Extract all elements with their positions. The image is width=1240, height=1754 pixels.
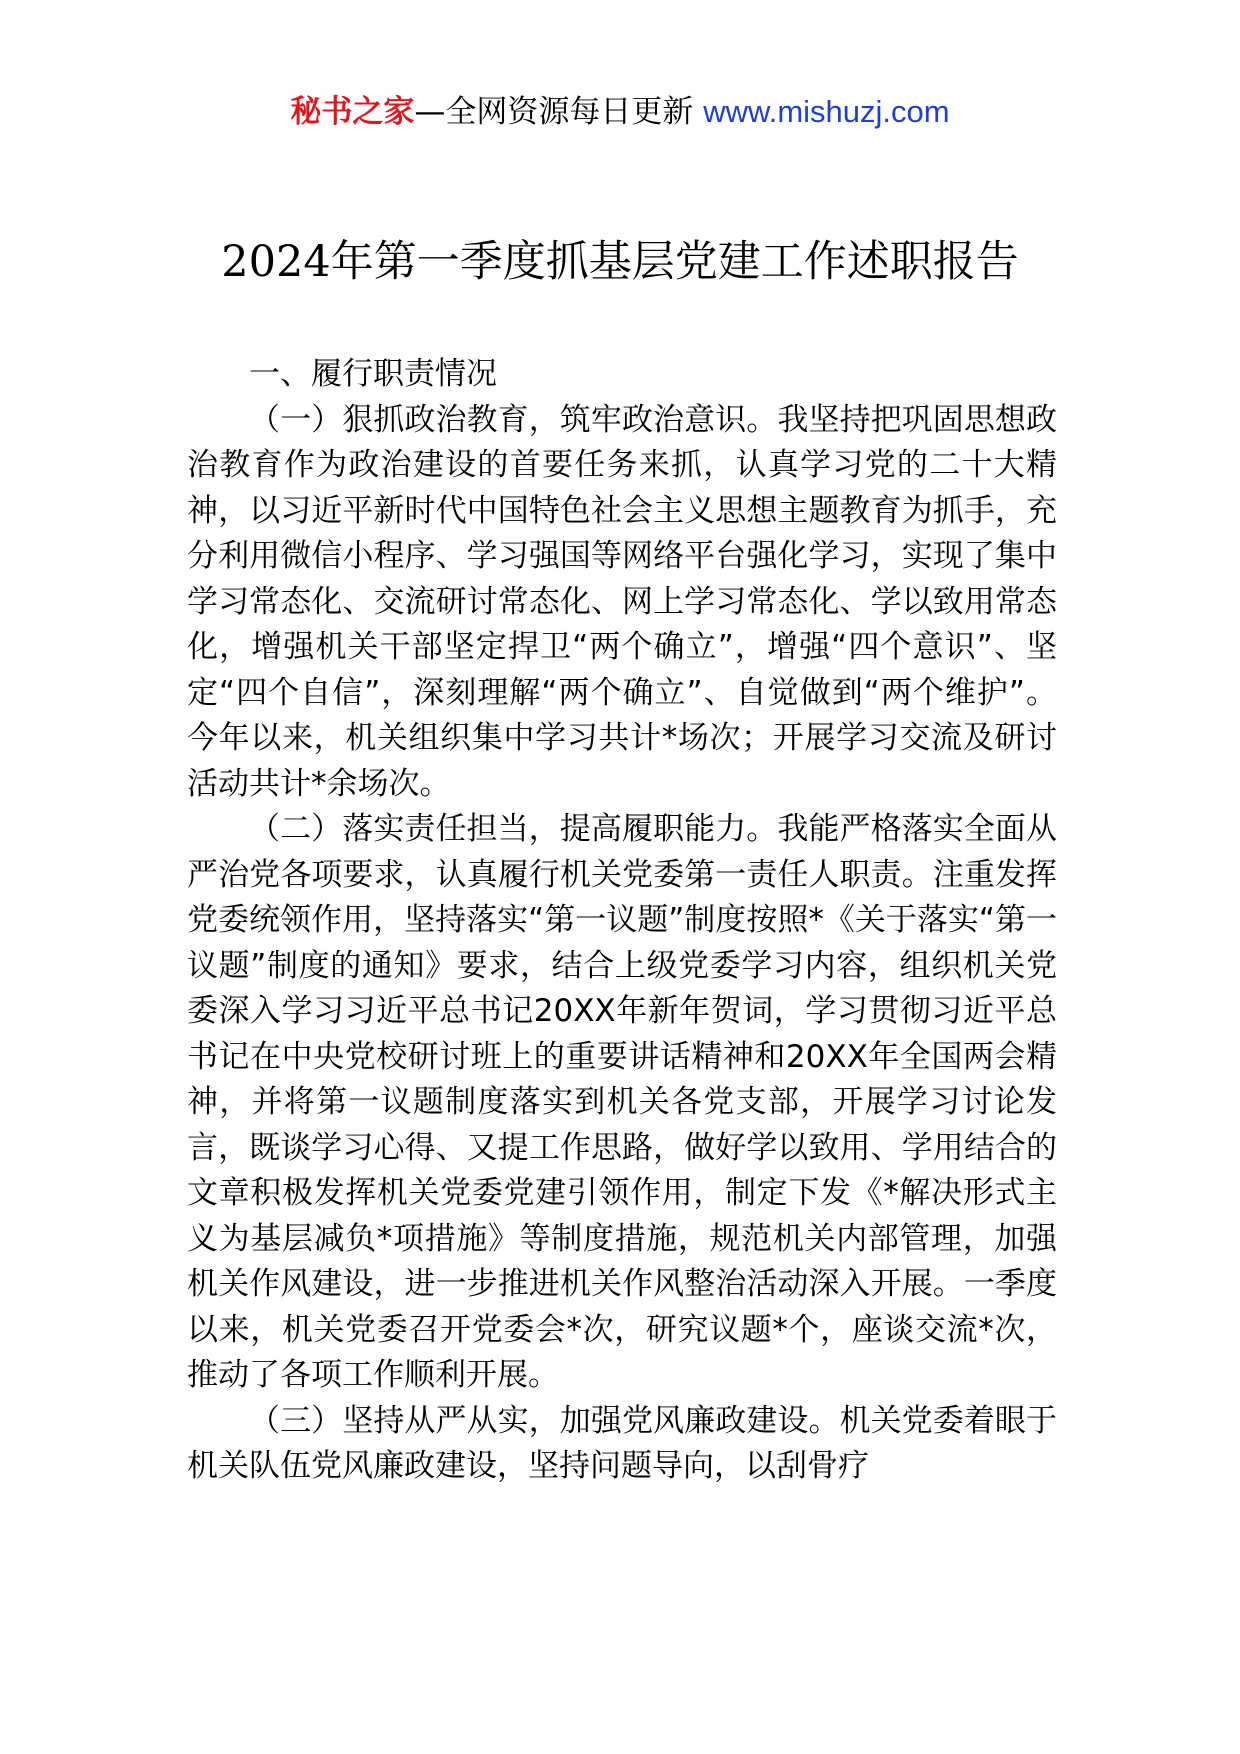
section-heading: 一、履行职责情况 — [249, 356, 497, 392]
paragraph-3: （三）坚持从严从实，加强党风廉政建设。机关党委着眼于机关队伍党风廉政建设，坚持问题导向，以刮骨疗 — [187, 1402, 1057, 1484]
header-dash: — — [414, 94, 446, 130]
paragraph-2: （二）落实责任担当，提高履职能力。我能严格落实全面从严治党各项要求，认真履行机关党委第一责任人职责。注重发挥党委统领作用，坚持落实“第一议题”制度按照*《关于落实“第一议题”制度的通知》要求，结合上级党委学习内容，组织机关党委深入学习习近平总书记20XX年新年贺词，学习贯彻习近平总书记在中央党校研讨班上的重要讲话精神和20XX年全国两会精神，并将第一议题制度落实到机关各党支部，开展学习讨论发言，既谈学习心得、又提工作思路，做好学以致用、学用结合的文章积极发挥机关党委党建引领作用，制定下发《*解决形式主义为基层减负*项措施》等制度措施，规范机关内部管理，加强机关作风建设，进一步推进机关作风整治活动深入开展。一季度以来，机关党委召开党委会*次，研究议题*个，座谈交流*次，推动了各项工作顺利开展。 — [187, 811, 1057, 1393]
brand-name: 秘书之家 — [290, 94, 415, 130]
paragraph-1: （一）狠抓政治教育，筑牢政治意识。我坚持把巩固思想政治教育作为政治建设的首要任务来抓，认真学习党的二十大精神，以习近平新时代中国特色社会主义思想主题教育为抓手，充分利用微信小程序、学习强国等网络平台强化学习，实现了集中学习常态化、交流研讨常态化、网上学习常态化、学以致用常态化，增强机关干部坚定捍卫“两个确立”，增强“四个意识”、坚定“四个自信”，深刻理解“两个确立”、自觉做到“两个维护”。今年以来，机关组织集中学习共计*场次；开展学习交流及研讨活动共计*余场次。 — [187, 401, 1057, 802]
document-title: 2024年第一季度抓基层党建工作述职报告 — [221, 237, 1019, 287]
site-url-link[interactable]: www.mishuzj.com — [703, 94, 950, 129]
header-tagline: 全网资源每日更新 — [445, 94, 694, 130]
document-body — [187, 352, 1057, 1490]
site-header — [0, 92, 1240, 132]
